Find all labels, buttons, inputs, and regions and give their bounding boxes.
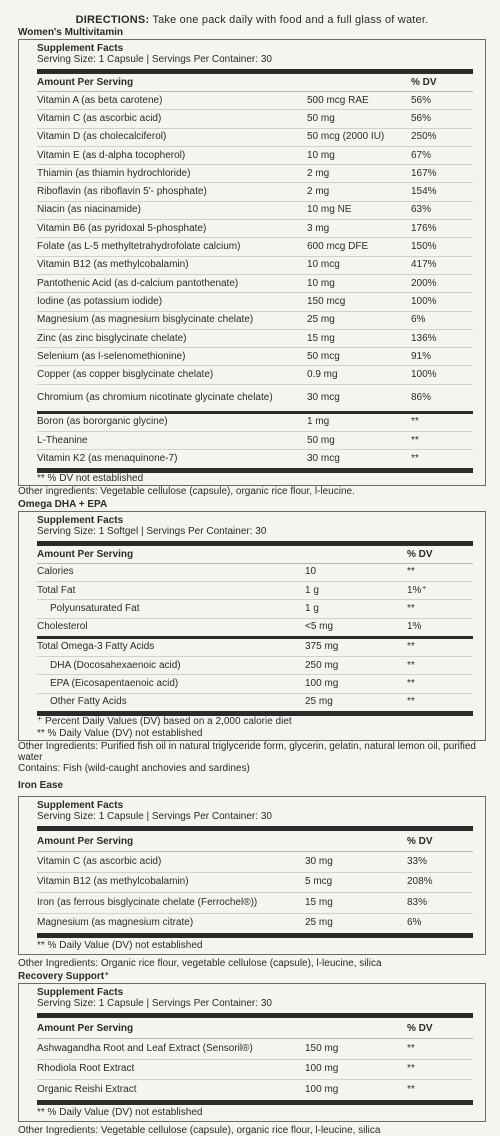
table-row xyxy=(37,852,473,873)
facts-header xyxy=(37,546,473,564)
ingredient-name: Folate (as L-5 methyltetrahydrofolate calcium) xyxy=(37,241,241,253)
table-row xyxy=(37,893,473,914)
section-title-omega: Omega DHA + EPA xyxy=(18,498,108,510)
ingredient-name: DHA (Docosahexaenoic acid) xyxy=(50,659,181,671)
ingredient-name: Vitamin B12 (as methylcobalamin) xyxy=(37,876,189,888)
table-row xyxy=(37,450,473,467)
footnote: ** % DV not established xyxy=(37,472,144,484)
serving-info: Serving Size: 1 Capsule | Servings Per Container: 30 xyxy=(37,998,272,1010)
ingredient-amount: 150 mcg xyxy=(307,295,346,307)
ingredient-amount: <5 mg xyxy=(305,621,334,633)
ingredient-amount: 25 mg xyxy=(305,696,333,708)
table-row xyxy=(37,385,473,411)
ingredient-name: Vitamin K2 (as menaquinone-7) xyxy=(37,452,178,464)
ingredient-amount: 2 mg xyxy=(307,167,330,179)
ingredient-dv: 417% xyxy=(411,259,437,271)
table-row xyxy=(37,202,473,220)
ingredient-name: Vitamin C (as ascorbic acid) xyxy=(37,855,162,867)
ingredient-name: Cholesterol xyxy=(37,621,88,633)
ingredient-amount: 1 g xyxy=(305,584,319,596)
ingredient-dv: 100% xyxy=(411,369,437,381)
rows-omega-2 xyxy=(37,639,473,711)
ingredient-name: Boron (as bororganic glycine) xyxy=(37,416,168,428)
ingredient-dv: 63% xyxy=(411,204,432,216)
ingredient-dv: 136% xyxy=(411,332,437,344)
table-row xyxy=(37,92,473,110)
ingredient-dv: 100% xyxy=(411,295,437,307)
table-row xyxy=(37,694,473,711)
ingredient-name: Iodine (as potassium iodide) xyxy=(37,295,163,307)
ingredient-amount: 10 xyxy=(305,566,317,578)
ingredient-dv: 1%⁺ xyxy=(407,584,427,596)
ingredient-dv: 6% xyxy=(411,314,426,326)
ingredient-name: Vitamin E (as d-alpha tocopherol) xyxy=(37,149,186,161)
ingredient-name: Iron (as ferrous bisglycinate chelate (Ferrochel®)) xyxy=(37,896,258,908)
ingredient-amount: 10 mcg xyxy=(307,259,340,271)
ingredient-dv: 56% xyxy=(411,112,432,124)
ingredient-amount: 10 mg NE xyxy=(307,204,352,216)
facts-title: Supplement Facts xyxy=(37,800,124,812)
ingredient-amount: 50 mg xyxy=(307,434,335,446)
header-amount-per-serving: Amount Per Serving xyxy=(37,548,134,560)
table-row xyxy=(37,1060,473,1081)
facts-header xyxy=(37,74,473,92)
ingredient-name: Magnesium (as magnesium citrate) xyxy=(37,917,194,929)
ingredient-name: Rhodiola Root Extract xyxy=(37,1063,135,1075)
ingredient-amount: 250 mg xyxy=(305,659,339,671)
ingredient-amount: 100 mg xyxy=(305,1083,339,1095)
table-row xyxy=(37,275,473,293)
facts-box-omega xyxy=(18,511,486,741)
table-row xyxy=(37,414,473,432)
directions-label: DIRECTIONS: xyxy=(75,14,150,26)
ingredient-dv: ** xyxy=(407,1083,415,1095)
ingredient-amount: 1 mg xyxy=(307,416,330,428)
ingredient-amount: 3 mg xyxy=(307,222,330,234)
ingredient-amount: 100 mg xyxy=(305,1063,339,1075)
footnote: ** % Daily Value (DV) not established xyxy=(37,1106,203,1118)
ingredient-dv: 56% xyxy=(411,94,432,106)
ingredient-amount: 150 mg xyxy=(305,1042,339,1054)
ingredient-name: Calories xyxy=(37,566,74,578)
ingredient-amount: 30 mcg xyxy=(307,391,340,403)
table-row xyxy=(37,110,473,128)
ingredient-name: Niacin (as niacinamide) xyxy=(37,204,141,216)
contains: Contains: Fish (wild-caught anchovies and sardines) xyxy=(18,763,250,775)
header-dv: % DV xyxy=(407,548,433,560)
ingredient-dv: 6% xyxy=(407,917,422,929)
header-dv: % DV xyxy=(411,77,437,88)
ingredient-dv: ** xyxy=(407,566,415,578)
table-row xyxy=(37,129,473,147)
table-row xyxy=(37,675,473,693)
ingredient-amount: 25 mg xyxy=(307,314,335,326)
facts-header xyxy=(37,1018,473,1039)
facts-box-multivitamin xyxy=(18,39,486,486)
ingredient-name: Chromium (as chromium nicotinate glycinate chelate) xyxy=(37,391,273,403)
ingredient-name: Vitamin B12 (as methylcobalamin) xyxy=(37,259,189,271)
table-row xyxy=(37,165,473,183)
table-row xyxy=(37,366,473,384)
ingredient-dv: 83% xyxy=(407,896,428,908)
other-ingredients: Other Ingredients: Vegetable cellulose (capsule), organic rice flour, l-leucine, silica xyxy=(18,1124,381,1136)
table-row xyxy=(37,873,473,894)
ingredient-amount: 30 mg xyxy=(305,855,333,867)
ingredient-name: EPA (Eicosapentaenoic acid) xyxy=(50,678,179,690)
table-row xyxy=(37,147,473,165)
ingredient-amount: 2 mg xyxy=(307,186,330,198)
facts-title: Supplement Facts xyxy=(37,514,124,526)
ingredient-dv: ** xyxy=(411,452,419,464)
table-row xyxy=(37,312,473,330)
ingredient-amount: 15 mg xyxy=(305,896,333,908)
other-ingredients: Other ingredients: Vegetable cellulose (capsule), organic rice flour, l-leucine. xyxy=(18,485,355,497)
ingredient-dv: 167% xyxy=(411,167,437,179)
other-ingredients: Other Ingredients: Organic rice flour, vegetable cellulose (capsule), l-leucine, silica xyxy=(18,958,382,970)
serving-info: Serving Size: 1 Capsule | Servings Per Container: 30 xyxy=(37,54,272,65)
table-row xyxy=(37,257,473,275)
ingredient-amount: 600 mcg DFE xyxy=(307,241,369,253)
serving-info: Serving Size: 1 Softgel | Servings Per Container: 30 xyxy=(37,525,267,537)
ingredient-dv: 91% xyxy=(411,350,432,362)
rows-multivitamin-2 xyxy=(37,414,473,468)
header-amount-per-serving: Amount Per Serving xyxy=(37,835,134,847)
ingredient-dv: ** xyxy=(407,641,415,653)
ingredient-dv: 33% xyxy=(407,855,428,867)
section-title-iron: Iron Ease xyxy=(18,780,64,792)
ingredient-dv: ** xyxy=(407,1042,415,1054)
section-title-recovery: Recovery Support⁺ xyxy=(18,971,110,983)
ingredient-amount: 0.9 mg xyxy=(307,369,338,381)
table-row xyxy=(37,582,473,600)
table-row xyxy=(37,348,473,366)
ingredient-name: Pantothenic Acid (as d-calcium pantothenate) xyxy=(37,277,239,289)
ingredient-dv: 150% xyxy=(411,241,437,253)
rows-recovery xyxy=(37,1039,473,1100)
ingredient-name: Total Omega-3 Fatty Acids xyxy=(37,641,155,653)
ingredient-amount: 50 mcg xyxy=(307,350,340,362)
facts-title: Supplement Facts xyxy=(37,43,124,54)
ingredient-dv: ** xyxy=(411,434,419,446)
ingredient-amount: 500 mcg RAE xyxy=(307,94,369,106)
ingredient-dv: 86% xyxy=(411,391,432,403)
ingredient-amount: 50 mcg (2000 IU) xyxy=(307,131,385,143)
section-title-multivitamin: Women's Multivitamin xyxy=(18,27,123,38)
ingredient-amount: 5 mcg xyxy=(305,876,333,888)
ingredient-amount: 10 mg xyxy=(307,149,335,161)
ingredient-dv: ** xyxy=(407,696,415,708)
table-row xyxy=(37,293,473,311)
facts-header xyxy=(37,831,473,852)
table-row xyxy=(37,432,473,450)
table-row xyxy=(37,619,473,636)
ingredient-name: L-Theanine xyxy=(37,434,88,446)
ingredient-dv: 250% xyxy=(411,131,437,143)
table-row xyxy=(37,657,473,675)
ingredient-name: Magnesium (as magnesium bisglycinate chelate) xyxy=(37,314,254,326)
table-row xyxy=(37,238,473,256)
header-amount-per-serving: Amount Per Serving xyxy=(37,1022,134,1034)
table-row xyxy=(37,914,473,934)
ingredient-dv: 176% xyxy=(411,222,437,234)
table-row xyxy=(37,1039,473,1060)
table-row xyxy=(37,564,473,582)
rows-multivitamin xyxy=(37,92,473,411)
ingredient-amount: 15 mg xyxy=(307,332,335,344)
table-row xyxy=(37,600,473,618)
ingredient-dv: 154% xyxy=(411,186,437,198)
header-dv: % DV xyxy=(407,835,433,847)
facts-box-iron xyxy=(18,796,486,955)
directions xyxy=(18,0,486,24)
ingredient-dv: 200% xyxy=(411,277,437,289)
ingredient-name: Total Fat xyxy=(37,584,76,596)
ingredient-dv: 1% xyxy=(407,621,422,633)
ingredient-name: Other Fatty Acids xyxy=(50,696,127,708)
rows-omega xyxy=(37,564,473,636)
ingredient-amount: 1 g xyxy=(305,602,319,614)
ingredient-dv: 67% xyxy=(411,149,432,161)
serving-info: Serving Size: 1 Capsule | Servings Per Container: 30 xyxy=(37,811,272,823)
ingredient-name: Thiamin (as thiamin hydrochloride) xyxy=(37,167,191,179)
table-row xyxy=(37,220,473,238)
table-row xyxy=(37,330,473,348)
footnote: ⁺ Percent Daily Values (DV) based on a 2,000 calorie diet xyxy=(37,716,292,728)
ingredient-name: Vitamin C (as ascorbic acid) xyxy=(37,112,162,124)
directions-text: Take one pack daily with food and a full glass of water. xyxy=(149,14,429,26)
header-amount-per-serving: Amount Per Serving xyxy=(37,77,134,88)
ingredient-name: Polyunsaturated Fat xyxy=(50,602,140,614)
ingredient-amount: 100 mg xyxy=(305,678,339,690)
ingredient-name: Vitamin A (as beta carotene) xyxy=(37,94,163,106)
ingredient-name: Vitamin B6 (as pyridoxal 5-phosphate) xyxy=(37,222,207,234)
ingredient-dv: ** xyxy=(407,659,415,671)
header-dv: % DV xyxy=(407,1022,433,1034)
ingredient-name: Selenium (as l-selenomethionine) xyxy=(37,350,186,362)
footnote: ** % Daily Value (DV) not established xyxy=(37,940,203,952)
facts-title: Supplement Facts xyxy=(37,987,124,999)
ingredient-dv: ** xyxy=(411,416,419,428)
table-row xyxy=(37,1080,473,1100)
ingredient-amount: 50 mg xyxy=(307,112,335,124)
ingredient-dv: ** xyxy=(407,678,415,690)
ingredient-name: Zinc (as zinc bisglycinate chelate) xyxy=(37,332,187,344)
ingredient-dv: ** xyxy=(407,602,415,614)
ingredient-name: Copper (as copper bisglycinate chelate) xyxy=(37,369,214,381)
ingredient-name: Riboflavin (as riboflavin 5'- phosphate) xyxy=(37,186,207,198)
ingredient-amount: 25 mg xyxy=(305,917,333,929)
ingredient-name: Organic Reishi Extract xyxy=(37,1083,137,1095)
ingredient-amount: 10 mg xyxy=(307,277,335,289)
footnote: ** % Daily Value (DV) not established xyxy=(37,728,203,740)
table-row xyxy=(37,639,473,657)
other-ingredients: Other Ingredients: Purified fish oil in natural triglyceride form, glycerin, gelatin, natural lemon oil, purified water xyxy=(18,741,476,764)
ingredient-dv: 208% xyxy=(407,876,433,888)
ingredient-dv: ** xyxy=(407,1063,415,1075)
table-row xyxy=(37,183,473,201)
ingredient-name: Ashwagandha Root and Leaf Extract (Sensoril®) xyxy=(37,1042,253,1054)
rows-iron xyxy=(37,852,473,933)
ingredient-amount: 375 mg xyxy=(305,641,339,653)
ingredient-amount: 30 mcg xyxy=(307,452,340,464)
ingredient-name: Vitamin D (as cholecalciferol) xyxy=(37,131,167,143)
